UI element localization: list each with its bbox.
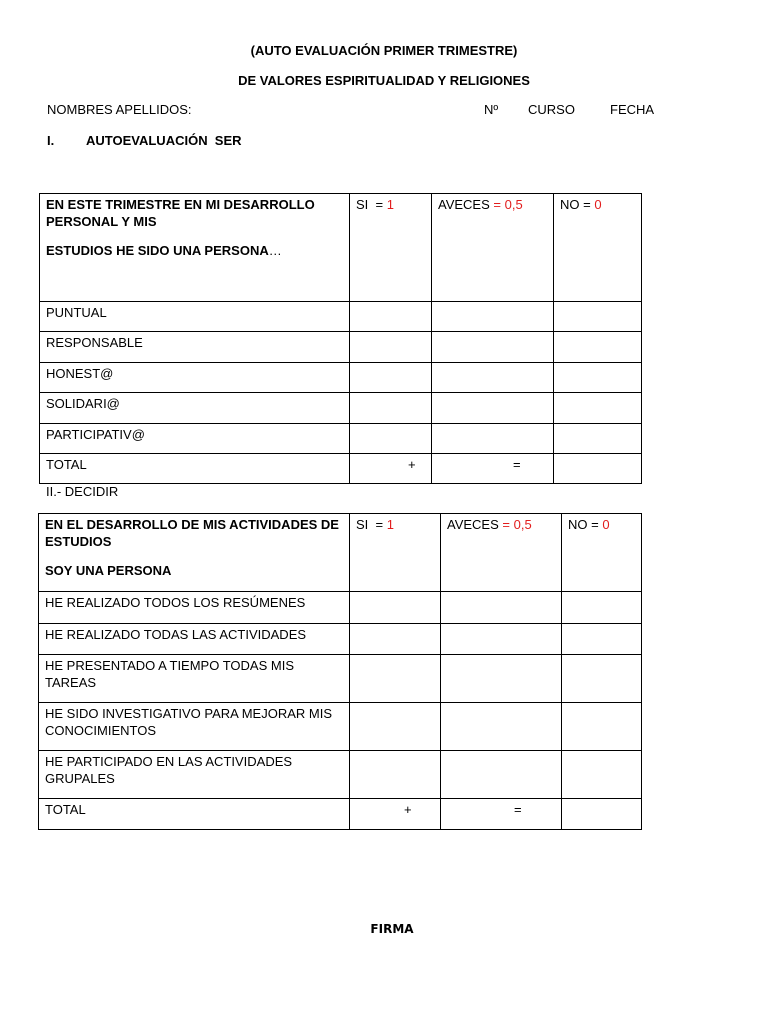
ser-total-row xyxy=(40,454,642,484)
aveces-cell[interactable] xyxy=(432,332,554,363)
si-cell[interactable] xyxy=(350,751,441,799)
ser-row-label: PUNTUAL xyxy=(40,302,350,332)
aveces-cell[interactable] xyxy=(441,703,562,751)
ser-col-no xyxy=(554,194,642,302)
table-row xyxy=(39,751,642,799)
decidir-row-label: HE PARTICIPADO EN LAS ACTIVIDADES GRUPALES xyxy=(39,751,350,799)
decidir-total-row xyxy=(39,799,642,830)
ser-col-aveces-label: AVECES xyxy=(438,197,490,212)
fecha-label: FECHA xyxy=(610,102,655,117)
aveces-cell[interactable] xyxy=(441,592,562,624)
table-row xyxy=(39,624,642,655)
ser-total-si[interactable] xyxy=(350,454,432,484)
ser-total-aveces[interactable] xyxy=(432,454,554,484)
no-cell[interactable] xyxy=(562,751,642,799)
decidir-col-aveces-label: AVECES xyxy=(447,517,499,532)
numero-label: Nº xyxy=(484,102,499,117)
ser-row-label: HONEST@ xyxy=(40,363,350,393)
si-cell[interactable] xyxy=(350,393,432,424)
decidir-question-part2: SOY UNA PERSONA xyxy=(45,563,172,578)
table-row xyxy=(39,703,642,751)
plus-sign: + xyxy=(404,802,412,817)
decidir-question-cell xyxy=(39,514,350,592)
ser-col-no-value: 0 xyxy=(594,197,602,212)
table-row xyxy=(40,393,642,424)
ser-row-label: SOLIDARI@ xyxy=(40,393,350,424)
ser-row-label: PARTICIPATIV@ xyxy=(40,424,350,454)
table-row xyxy=(39,592,642,624)
document-title: (AUTO EVALUACIÓN PRIMER TRIMESTRE) xyxy=(250,43,518,58)
decidir-col-no-value: 0 xyxy=(602,517,610,532)
no-cell[interactable] xyxy=(554,363,642,393)
section1-title: AUTOEVALUACIÓN SER xyxy=(86,133,242,148)
table-row xyxy=(40,302,642,332)
si-cell[interactable] xyxy=(350,424,432,454)
no-cell[interactable] xyxy=(554,393,642,424)
decidir-col-no-label: NO = xyxy=(568,517,599,532)
decidir-total-label: TOTAL xyxy=(39,799,350,830)
decidir-col-no xyxy=(562,514,642,592)
decidir-row-label: HE PRESENTADO A TIEMPO TODAS MIS TAREAS xyxy=(39,655,350,703)
ser-col-aveces-value: = 0,5 xyxy=(493,197,523,212)
no-cell[interactable] xyxy=(554,302,642,332)
aveces-cell[interactable] xyxy=(432,393,554,424)
ser-total-label: TOTAL xyxy=(40,454,350,484)
decidir-col-aveces xyxy=(441,514,562,592)
decidir-col-aveces-value: = 0,5 xyxy=(502,517,532,532)
aveces-cell[interactable] xyxy=(441,751,562,799)
no-cell[interactable] xyxy=(554,424,642,454)
ser-total-no[interactable] xyxy=(554,454,642,484)
si-cell[interactable] xyxy=(350,703,441,751)
ser-col-si xyxy=(350,194,432,302)
aveces-cell[interactable] xyxy=(441,624,562,655)
decidir-total-aveces[interactable] xyxy=(441,799,562,830)
decidir-row-label: HE SIDO INVESTIGATIVO PARA MEJORAR MIS CONOCIMIENTOS xyxy=(39,703,350,751)
decidir-table xyxy=(38,513,642,830)
no-cell[interactable] xyxy=(562,592,642,624)
si-cell[interactable] xyxy=(350,302,432,332)
table-row xyxy=(40,363,642,393)
aveces-cell[interactable] xyxy=(432,302,554,332)
curso-label: CURSO xyxy=(528,102,575,117)
no-cell[interactable] xyxy=(554,332,642,363)
nombres-label: NOMBRES APELLIDOS: xyxy=(47,102,192,117)
si-cell[interactable] xyxy=(350,624,441,655)
section1-number: I. xyxy=(47,133,55,148)
decidir-question-part1: EN EL DESARROLLO DE MIS ACTIVIDADES DE ESTUDIOS xyxy=(45,517,339,549)
decidir-total-si[interactable] xyxy=(350,799,441,830)
firma-label: FIRMA xyxy=(370,922,414,936)
section2-title: II.- DECIDIR xyxy=(46,484,119,499)
ser-col-no-label: NO = xyxy=(560,197,591,212)
no-cell[interactable] xyxy=(562,624,642,655)
table-row xyxy=(40,332,642,363)
aveces-cell[interactable] xyxy=(441,655,562,703)
decidir-header-row xyxy=(39,514,642,592)
ser-row-label: RESPONSABLE xyxy=(40,332,350,363)
decidir-col-si-label: SI = xyxy=(356,517,384,532)
equals-sign: = xyxy=(514,802,522,817)
ser-col-si-value: 1 xyxy=(386,197,394,212)
ser-question-part1: EN ESTE TRIMESTRE EN MI DESARROLLO PERSONAL Y MIS xyxy=(46,197,315,229)
ser-col-si-label: SI = xyxy=(356,197,384,212)
decidir-row-label: HE REALIZADO TODOS LOS RESÚMENES xyxy=(39,592,350,624)
ser-question-part2: ESTUDIOS HE SIDO UNA PERSONA xyxy=(46,243,269,258)
document-subtitle: DE VALORES ESPIRITUALIDAD Y RELIGIONES xyxy=(238,73,530,88)
table-row xyxy=(39,655,642,703)
decidir-row-label: HE REALIZADO TODAS LAS ACTIVIDADES xyxy=(39,624,350,655)
si-cell[interactable] xyxy=(350,592,441,624)
ser-question-part2-line xyxy=(46,242,343,259)
aveces-cell[interactable] xyxy=(432,363,554,393)
ser-table xyxy=(39,193,642,484)
si-cell[interactable] xyxy=(350,363,432,393)
decidir-total-no[interactable] xyxy=(562,799,642,830)
ser-col-aveces xyxy=(432,194,554,302)
no-cell[interactable] xyxy=(562,655,642,703)
ser-header-row xyxy=(40,194,642,302)
ser-question-ellipsis: … xyxy=(268,243,282,258)
decidir-col-si xyxy=(350,514,441,592)
decidir-col-si-value: 1 xyxy=(386,517,394,532)
si-cell[interactable] xyxy=(350,655,441,703)
table-row xyxy=(40,424,642,454)
plus-sign: + xyxy=(408,457,416,472)
aveces-cell[interactable] xyxy=(432,424,554,454)
ser-question-cell xyxy=(40,194,350,302)
no-cell[interactable] xyxy=(562,703,642,751)
equals-sign: = xyxy=(513,457,521,472)
si-cell[interactable] xyxy=(350,332,432,363)
